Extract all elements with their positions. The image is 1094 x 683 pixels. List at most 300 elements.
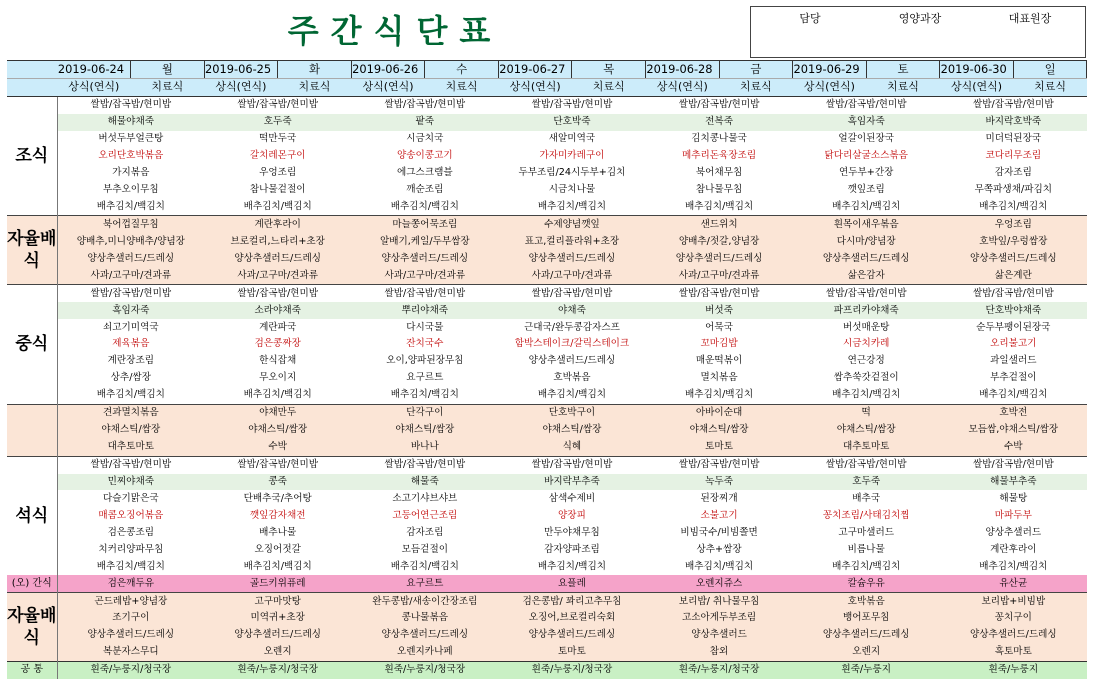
menu-cell: 쌀밥/잡곡밥/현미밥 (793, 285, 940, 302)
menu-cell: 부추오이무침 (103, 184, 159, 196)
menu-cell: 깻잎조림 (847, 184, 885, 196)
menu-cell: 소고기샤브샤브 (392, 492, 458, 504)
menu-cell: 버섯두부얼큰탕 (98, 133, 164, 145)
menu-cell: 양상추샐러드/드레싱 (204, 627, 351, 644)
menu-row (7, 353, 1087, 370)
menu-cell: 쌀밥/잡곡밥/현미밥 (646, 285, 793, 302)
approval-label: 영양과장 (898, 12, 942, 25)
weekday-cell: 목 (572, 61, 646, 79)
menu-cell: 매운떡볶이 (695, 355, 743, 367)
menu-cell: 오리단호박볶음 (98, 150, 164, 162)
menu-cell: 참외 (646, 644, 793, 661)
menu-cell: 배추국 (852, 492, 881, 504)
menu-cell: 사과/고구마/견과류 (498, 267, 645, 284)
menu-cell: 부추겉절이 (990, 372, 1037, 384)
menu-cell: 전복죽 (646, 114, 793, 131)
menu-row (7, 302, 1087, 319)
menu-cell: 알배기,케일/두부쌈장 (351, 233, 498, 250)
menu-cell: 해물탕 (999, 492, 1028, 504)
snack-cell: 칼슘우유 (793, 575, 940, 592)
menu-row (7, 558, 1087, 575)
snack-cell: 골드키위퓨레 (204, 575, 351, 592)
menu-cell: 양상추샐러드/드레싱 (793, 627, 940, 644)
menu-cell: 양상추샐러드/드레싱 (498, 627, 645, 644)
menu-cell: 멸치볶음 (700, 372, 738, 384)
common-cell: 흰죽/누룽지/청국장 (646, 661, 793, 679)
menu-cell: 갈치레몬구이 (249, 150, 306, 162)
meal-label: 석식 (7, 456, 57, 575)
date-cell: 2019-06-25 (204, 61, 278, 79)
menu-cell: 우엉조림 (940, 216, 1087, 233)
menu-row (7, 593, 1087, 610)
menu-cell: 호두죽 (204, 114, 351, 131)
diet-type-cell: 상식(연식) (57, 78, 131, 96)
menu-cell: 양상추샐러드/드레싱 (57, 627, 204, 644)
menu-cell: 사과/고구마/견과류 (351, 267, 498, 284)
menu-cell: 쌀밥/잡곡밥/현미밥 (57, 96, 204, 113)
menu-cell: 새알미역국 (548, 133, 596, 145)
menu-row (7, 490, 1087, 507)
menu-cell: 함박스테이크/갈릭스테이크 (514, 338, 630, 350)
menu-cell: 야채스틱/쌈장 (57, 422, 204, 439)
menu-cell: 흑임자죽 (793, 114, 940, 131)
meal-label (7, 404, 57, 456)
menu-cell: 시금치국 (406, 133, 444, 145)
menu-row (7, 319, 1087, 336)
menu-cell: 깨순조림 (406, 184, 444, 196)
menu-cell: 제육볶음 (112, 338, 150, 350)
menu-cell: 오렌지카나페 (351, 644, 498, 661)
menu-cell: 배추김치/백김치 (979, 389, 1048, 401)
menu-row (7, 148, 1087, 165)
menu-cell: 배추김치/백김치 (832, 560, 901, 572)
menu-cell: 배추김치/백김치 (832, 389, 901, 401)
menu-cell: 쌀밥/잡곡밥/현미밥 (498, 456, 645, 473)
approval-box (750, 6, 1086, 58)
menu-cell: 대추토마토 (793, 439, 940, 456)
menu-cell: 다슬기맑은국 (103, 492, 159, 504)
menu-cell: 버섯매운탕 (843, 321, 890, 333)
menu-cell: 삼색수제비 (548, 492, 596, 504)
menu-cell: 배추김치/백김치 (390, 389, 459, 401)
menu-cell: 야채스틱/쌈장 (204, 422, 351, 439)
menu-cell: 대추토마토 (57, 439, 204, 456)
menu-cell: 소불고기 (700, 509, 738, 521)
menu-cell: 쌀밥/잡곡밥/현미밥 (498, 96, 645, 113)
menu-cell: 양상추샐러드/드레싱 (351, 627, 498, 644)
common-cell: 흰죽/누룽지 (940, 661, 1087, 679)
menu-cell: 양상추샐러드/드레싱 (57, 250, 204, 267)
common-cell: 흰죽/누룽지/청국장 (351, 661, 498, 679)
menu-cell: 북어껍질무침 (57, 216, 204, 233)
menu-cell: 민찌야채죽 (57, 474, 204, 491)
menu-cell: 곤드레밥+양념장 (57, 593, 204, 610)
menu-cell: 북어채무침 (695, 167, 743, 179)
diet-type-cell: 상식(연식) (351, 78, 425, 96)
menu-cell: 감자조림 (406, 526, 444, 538)
menu-cell: 배추김치/백김치 (979, 200, 1048, 212)
menu-cell: 완두콩밥/새송이간장조림 (351, 593, 498, 610)
menu-cell: 수박 (204, 439, 351, 456)
diet-type-row (7, 78, 1087, 96)
meal-label: 자율배식 (7, 216, 57, 285)
menu-cell: 사과/고구마/견과류 (204, 267, 351, 284)
meal-label: 중식 (7, 285, 57, 405)
menu-cell: 표고,컬리플라워+초장 (498, 233, 645, 250)
menu-cell: 닭다리살굴소스볶음 (824, 150, 908, 162)
menu-cell: 쌀밥/잡곡밥/현미밥 (646, 456, 793, 473)
menu-cell: 모듬쌈,야채스틱/쌈장 (940, 422, 1087, 439)
menu-cell: 고소아게두부조림 (646, 610, 793, 627)
menu-cell: 떡 (793, 404, 940, 421)
menu-row (7, 627, 1087, 644)
menu-row (7, 422, 1087, 439)
menu-cell: 단호박야채죽 (940, 302, 1087, 319)
menu-cell: 마파두부 (994, 509, 1032, 521)
menu-cell: 견과멸치볶음 (57, 404, 204, 421)
menu-row (7, 233, 1087, 250)
menu-cell: 상추+쌈장 (696, 543, 742, 555)
diet-type-cell: 치료식 (131, 78, 205, 96)
menu-cell: 잔치국수 (406, 338, 444, 350)
menu-cell: 쌀밥/잡곡밥/현미밥 (204, 285, 351, 302)
menu-cell: 양상추샐러드/드레싱 (940, 250, 1087, 267)
menu-cell: 사과/고구마/견과류 (646, 267, 793, 284)
approval-label: 담당 (799, 12, 821, 25)
menu-cell: 검은콩밥/ 꽈리고추무침 (498, 593, 645, 610)
menu-row (7, 474, 1087, 491)
meal-label: 조식 (7, 96, 57, 216)
menu-cell: 호박잎/우렁쌈장 (940, 233, 1087, 250)
menu-cell: 소라야채죽 (204, 302, 351, 319)
menu-cell: 고등어연근조림 (392, 509, 458, 521)
menu-row (7, 456, 1087, 473)
menu-cell: 오리불고기 (990, 338, 1037, 350)
menu-cell: 호박볶음 (793, 593, 940, 610)
menu-cell: 쌀밥/잡곡밥/현미밥 (57, 456, 204, 473)
common-row (7, 661, 1087, 679)
menu-cell: 야채스틱/쌈장 (498, 422, 645, 439)
date-row (7, 61, 1087, 79)
menu-cell: 된장찌개 (700, 492, 738, 504)
menu-cell: 계란장조림 (107, 355, 154, 367)
menu-cell: 어묵국 (705, 321, 733, 333)
date-cell: 2019-06-30 (940, 61, 1014, 79)
menu-cell: 꽁치조림/사태김치찜 (822, 509, 910, 521)
menu-cell: 모듬겉절이 (401, 543, 448, 555)
menu-cell: 양상추샐러드 (646, 627, 793, 644)
menu-row (7, 644, 1087, 661)
menu-cell: 아바이순대 (646, 404, 793, 421)
diet-type-cell: 상식(연식) (646, 78, 720, 96)
menu-table (7, 60, 1087, 679)
menu-cell: 삶은계란 (940, 267, 1087, 284)
menu-cell: 계란파국 (259, 321, 297, 333)
menu-cell: 순두부팽이된장국 (976, 321, 1051, 333)
menu-cell: 양송이콩고기 (397, 150, 453, 162)
menu-cell: 호박전 (940, 404, 1087, 421)
menu-row (7, 370, 1087, 387)
menu-cell: 미더덕된장국 (985, 133, 1042, 145)
menu-cell: 쌈추쑥갓겉절이 (833, 372, 899, 384)
date-cell: 2019-06-24 (57, 61, 131, 79)
menu-cell: 배추김치/백김치 (243, 560, 312, 572)
weekday-cell: 일 (1013, 61, 1087, 79)
diet-type-cell: 치료식 (1013, 78, 1087, 96)
snack-cell: 유산균 (940, 575, 1087, 592)
menu-cell: 시금치나물 (548, 184, 596, 196)
diet-type-cell: 치료식 (572, 78, 646, 96)
menu-cell: 쌀밥/잡곡밥/현미밥 (498, 285, 645, 302)
menu-row (7, 96, 1087, 113)
menu-cell: 오이,양파된장무침 (386, 355, 464, 367)
menu-row (7, 336, 1087, 353)
menu-cell: 계란후라이 (204, 216, 351, 233)
menu-cell: 수제양념깻잎 (498, 216, 645, 233)
weekday-cell: 월 (131, 61, 205, 79)
menu-cell: 호두죽 (793, 474, 940, 491)
menu-cell: 마늘쫑어묵조림 (351, 216, 498, 233)
menu-cell: 배추김치/백김치 (832, 200, 901, 212)
menu-cell: 시금치카레 (843, 338, 890, 350)
diet-type-cell: 상식(연식) (940, 78, 1014, 96)
menu-cell: 야채스틱/쌈장 (793, 422, 940, 439)
menu-cell: 야채만두 (204, 404, 351, 421)
menu-cell: 해물부추죽 (940, 474, 1087, 491)
menu-cell: 김치콩나물국 (691, 133, 747, 145)
menu-cell: 양장피 (558, 509, 586, 521)
snack-cell: 요플레 (498, 575, 645, 592)
menu-cell: 해물죽 (351, 474, 498, 491)
menu-cell: 삶은감자 (793, 267, 940, 284)
date-cell: 2019-06-27 (498, 61, 572, 79)
menu-cell: 깻잎감자채전 (249, 509, 306, 521)
menu-cell: 수박 (940, 439, 1087, 456)
menu-cell: 뱅어포무침 (793, 610, 940, 627)
menu-row (7, 404, 1087, 421)
menu-cell: 쌀밥/잡곡밥/현미밥 (793, 456, 940, 473)
menu-cell: 바나나 (351, 439, 498, 456)
menu-cell: 뿌리야채죽 (351, 302, 498, 319)
snack-label: (오) 간식 (7, 575, 57, 592)
diet-type-cell: 상식(연식) (498, 78, 572, 96)
menu-row (7, 541, 1087, 558)
menu-cell: 연근강정 (847, 355, 885, 367)
menu-cell: 오징어,브로컬리숙회 (498, 610, 645, 627)
menu-cell: 쌀밥/잡곡밥/현미밥 (940, 285, 1087, 302)
menu-cell: 팥죽 (351, 114, 498, 131)
menu-cell: 감자양파조림 (544, 543, 600, 555)
menu-cell: 참나물겉절이 (249, 184, 306, 196)
menu-cell: 치커리양파무침 (98, 543, 164, 555)
menu-cell: 배추김치/백김치 (390, 200, 459, 212)
menu-cell: 호박볶음 (553, 372, 591, 384)
menu-cell: 비름나물 (847, 543, 885, 555)
menu-cell: 얼갈이된장국 (838, 133, 894, 145)
menu-cell: 양상추샐러드 (985, 526, 1042, 538)
common-cell: 흰죽/누룽지/청국장 (498, 661, 645, 679)
date-cell: 2019-06-26 (351, 61, 425, 79)
menu-cell: 배추김치/백김치 (243, 389, 312, 401)
menu-cell: 야채스틱/쌈장 (646, 422, 793, 439)
menu-cell: 근대국/완두콩감자스프 (523, 321, 620, 333)
menu-cell: 양상추샐러드/드레싱 (528, 355, 616, 367)
menu-cell: 배추김치/백김치 (979, 560, 1048, 572)
menu-cell: 배추김치/백김치 (537, 200, 606, 212)
menu-cell: 무오이지 (259, 372, 297, 384)
menu-cell: 양상추샐러드/드레싱 (204, 250, 351, 267)
menu-cell: 식혜 (498, 439, 645, 456)
corner-cell (7, 78, 57, 96)
menu-cell: 떡만두국 (259, 133, 297, 145)
weekday-cell: 토 (866, 61, 940, 79)
menu-cell: 매콤오징어볶음 (98, 509, 164, 521)
menu-cell: 단호박죽 (498, 114, 645, 131)
menu-cell: 과일샐러드 (990, 355, 1037, 367)
diet-type-cell: 치료식 (278, 78, 352, 96)
menu-cell: 배추김치/백김치 (685, 560, 754, 572)
menu-cell: 두부조림/24시두부+김치 (518, 167, 626, 179)
menu-cell: 고구마맛탕 (204, 593, 351, 610)
menu-cell: 단각구이 (351, 404, 498, 421)
menu-cell: 연두부+간장 (838, 167, 894, 179)
menu-cell: 배추김치/백김치 (243, 200, 312, 212)
diet-type-cell: 상식(연식) (204, 78, 278, 96)
menu-cell: 쌀밥/잡곡밥/현미밥 (940, 96, 1087, 113)
menu-cell: 파프리카야채죽 (793, 302, 940, 319)
common-label: 공 통 (7, 661, 57, 679)
diet-type-cell: 상식(연식) (793, 78, 867, 96)
menu-cell: 배추김치/백김치 (96, 560, 165, 572)
menu-row (7, 285, 1087, 302)
menu-cell: 쌀밥/잡곡밥/현미밥 (351, 456, 498, 473)
common-cell: 흰죽/누룽지 (793, 661, 940, 679)
common-cell: 흰죽/누룽지/청국장 (204, 661, 351, 679)
date-cell: 2019-06-28 (646, 61, 720, 79)
date-cell: 2019-06-29 (793, 61, 867, 79)
meal-label: 자율배식 (7, 593, 57, 662)
menu-cell: 보리밥/ 취나물무침 (646, 593, 793, 610)
menu-cell: 검은콩짜장 (254, 338, 301, 350)
menu-cell: 양상추샐러드/드레싱 (351, 250, 498, 267)
menu-cell: 꼬마김밥 (700, 338, 738, 350)
menu-cell: 콩죽 (204, 474, 351, 491)
menu-cell: 쌀밥/잡곡밥/현미밥 (793, 96, 940, 113)
menu-cell: 배추김치/백김치 (537, 560, 606, 572)
menu-row (7, 507, 1087, 524)
menu-row (7, 131, 1087, 148)
diet-type-cell: 치료식 (719, 78, 793, 96)
menu-cell: 버섯죽 (646, 302, 793, 319)
menu-cell: 배추나물 (259, 526, 297, 538)
menu-cell: 바지락부추죽 (498, 474, 645, 491)
menu-cell: 만두야채무침 (544, 526, 600, 538)
menu-cell: 가자미카레구이 (539, 150, 605, 162)
menu-cell: 상추/쌈장 (110, 372, 151, 384)
approval-label: 대표원장 (1008, 12, 1052, 25)
menu-cell: 브로컬리,느타리+초장 (204, 233, 351, 250)
menu-cell: 배추김치/백김치 (685, 389, 754, 401)
menu-cell: 쌀밥/잡곡밥/현미밥 (351, 285, 498, 302)
menu-cell: 양상추샐러드/드레싱 (498, 250, 645, 267)
menu-cell: 배추김치/백김치 (537, 389, 606, 401)
menu-cell: 보리밥+비빔밥 (940, 593, 1087, 610)
menu-cell: 쌀밥/잡곡밥/현미밥 (204, 456, 351, 473)
menu-cell: 배추김치/백김치 (390, 560, 459, 572)
menu-row (7, 199, 1087, 216)
menu-cell: 복분자스무디 (57, 644, 204, 661)
menu-row (7, 610, 1087, 627)
menu-cell: 오징어젓갈 (254, 543, 301, 555)
menu-cell: 쌀밥/잡곡밥/현미밥 (646, 96, 793, 113)
menu-cell: 쌀밥/잡곡밥/현미밥 (204, 96, 351, 113)
menu-cell: 콩나물볶음 (351, 610, 498, 627)
menu-row (7, 250, 1087, 267)
menu-cell: 사과/고구마/견과류 (57, 267, 204, 284)
snack-cell: 오렌지쥬스 (646, 575, 793, 592)
menu-cell: 토마토 (498, 644, 645, 661)
menu-cell: 흑토마토 (940, 644, 1087, 661)
menu-cell: 조기구이 (57, 610, 204, 627)
menu-cell: 계란후라이 (990, 543, 1037, 555)
menu-row (7, 439, 1087, 456)
weekday-cell: 금 (719, 61, 793, 79)
menu-cell: 녹두죽 (646, 474, 793, 491)
menu-cell: 양상추샐러드/드레싱 (646, 250, 793, 267)
menu-row (7, 387, 1087, 404)
menu-cell: 비빔국수/비빔쫄면 (680, 526, 758, 538)
diet-type-cell: 치료식 (425, 78, 499, 96)
menu-cell: 오렌지 (204, 644, 351, 661)
menu-cell: 단호박구이 (498, 404, 645, 421)
menu-cell: 다시마/양념장 (793, 233, 940, 250)
menu-cell: 다시국물 (406, 321, 444, 333)
menu-cell: 양배추/젓갈,양념장 (646, 233, 793, 250)
menu-cell: 양상추샐러드/드레싱 (793, 250, 940, 267)
menu-row (7, 216, 1087, 233)
menu-cell: 쌀밥/잡곡밥/현미밥 (351, 96, 498, 113)
menu-cell: 에그스크램블 (397, 167, 453, 179)
menu-cell: 양배추,미니양배추/양념장 (57, 233, 204, 250)
menu-cell: 한식잡채 (259, 355, 297, 367)
snack-cell: 요구르트 (351, 575, 498, 592)
common-cell: 흰죽/누룽지/청국장 (57, 661, 204, 679)
menu-cell: 무쪽파생채/파김치 (974, 184, 1052, 196)
menu-cell: 오렌지 (793, 644, 940, 661)
menu-row (7, 524, 1087, 541)
menu-row (7, 114, 1087, 131)
menu-cell: 메추리돈육장조림 (681, 150, 757, 162)
menu-cell: 우엉조림 (259, 167, 297, 179)
menu-cell: 쇠고기미역국 (103, 321, 159, 333)
weekday-cell: 화 (278, 61, 352, 79)
menu-cell: 양상추샐러드/드레싱 (940, 627, 1087, 644)
menu-cell: 배추김치/백김치 (685, 200, 754, 212)
menu-cell: 단배추국/추어탕 (243, 492, 312, 504)
menu-cell: 흰목이새우볶음 (793, 216, 940, 233)
menu-cell: 쌀밥/잡곡밥/현미밥 (940, 456, 1087, 473)
menu-cell: 미역귀+초장 (204, 610, 351, 627)
menu-cell: 야채스틱/쌈장 (351, 422, 498, 439)
snack-row (7, 575, 1087, 592)
menu-cell: 요구르트 (406, 372, 444, 384)
menu-cell: 해물야채죽 (57, 114, 204, 131)
weekday-cell: 수 (425, 61, 499, 79)
page-title: 주간식단표 (287, 12, 503, 50)
menu-cell: 야채죽 (498, 302, 645, 319)
menu-cell: 참나물무침 (695, 184, 743, 196)
menu-cell: 토마토 (646, 439, 793, 456)
